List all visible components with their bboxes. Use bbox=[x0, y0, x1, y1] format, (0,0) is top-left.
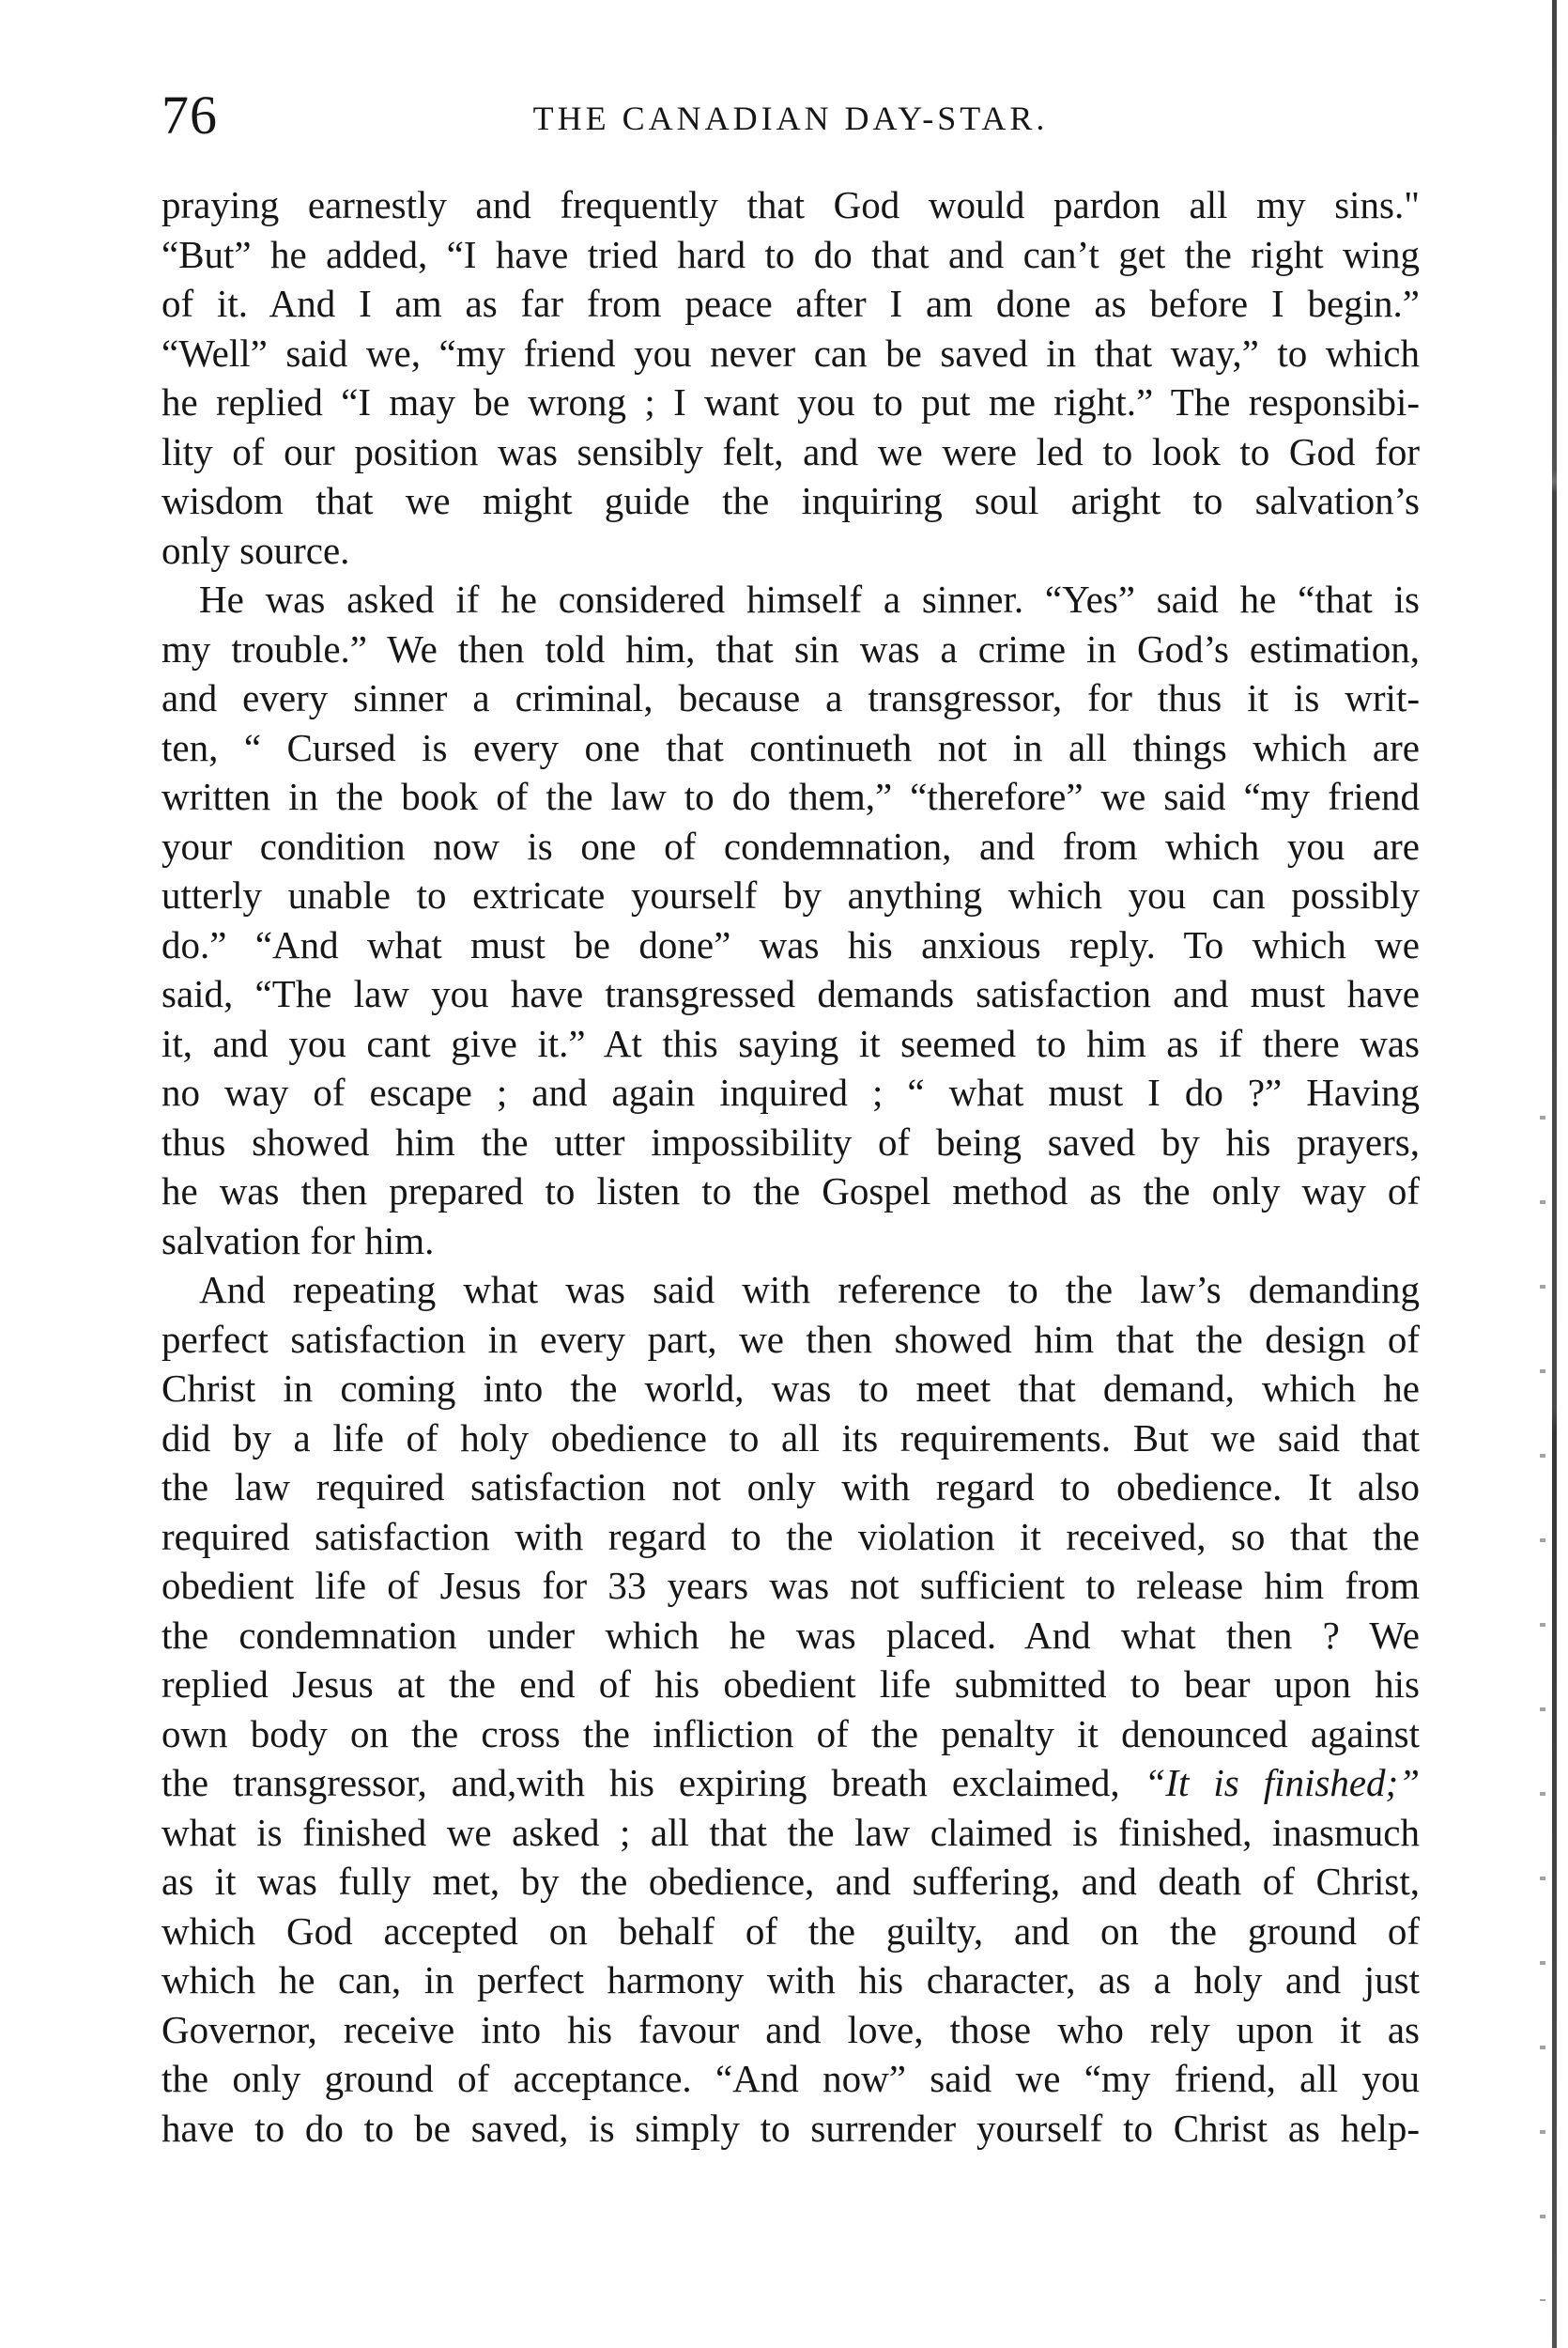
text-line: wisdom that we might guide the inquiring soul aright to salvation’s bbox=[161, 479, 1420, 522]
line-text: the transgressor, and,with his expiring breath exclaimed, bbox=[161, 1761, 1120, 1804]
paragraph-start-line: And repeating what was said with reference to the law’s demanding bbox=[199, 1268, 1420, 1311]
paragraph-start-line: He was asked if he considered himself a sinner. “Yes” said he “that is bbox=[199, 578, 1420, 621]
text-line: thus showed him the utter impossibility of being saved by his prayers, bbox=[161, 1120, 1420, 1164]
text-line: “Well” said we, “my friend you never can be saved in that way,” to which bbox=[161, 331, 1420, 375]
text-line: have to do to be saved, is simply to surrender yourself to Christ as help- bbox=[161, 2106, 1420, 2150]
page-number: 76 bbox=[161, 85, 218, 146]
text-line: the only ground of acceptance. “And now” said we “my friend, all you bbox=[161, 2057, 1420, 2100]
text-line: perfect satisfaction in every part, we then showed him that the design of bbox=[161, 1317, 1420, 1361]
text-line: which God accepted on behalf of the guilty, and on the ground of bbox=[161, 1908, 1420, 1953]
text-line: obedient life of Jesus for 33 years was not sufficient to release him from bbox=[161, 1564, 1420, 1607]
text-line: Governor, receive into his favour and love, those who rely upon it as bbox=[161, 2007, 1420, 2051]
text-line: utterly unable to extricate yourself by anything which you can possibly bbox=[161, 873, 1420, 917]
running-title: THE CANADIAN DAY-STAR. bbox=[532, 100, 1049, 137]
text-line: what is finished we asked ; all that the law claimed is finished, inasmuch bbox=[161, 1810, 1420, 1854]
page-edge-shadow bbox=[1552, 0, 1557, 2348]
text-line: it, and you cant give it.” At this saying it seemed to him as if there was bbox=[161, 1021, 1420, 1065]
text-line: do.” “And what must be done” was his anxious reply. To which we bbox=[161, 922, 1420, 966]
text-line: praying earnestly and frequently that God would pardon all my sins." bbox=[161, 183, 1420, 226]
text-line: lity of our position was sensibly felt, and we were led to look to God for bbox=[161, 429, 1420, 473]
text-line: the law required satisfaction not only with regard to obedience. It also bbox=[161, 1465, 1420, 1508]
text-line: only source. bbox=[161, 528, 350, 572]
text-line: which he can, in perfect harmony with his character, as a holy and just bbox=[161, 1958, 1420, 2001]
page-edge-specks bbox=[1540, 1080, 1545, 2301]
text-line: he replied “I may be wrong ; I want you to put me right.” The responsibi- bbox=[161, 380, 1420, 424]
text-line: “But” he added, “I have tried hard to do that and can’t get the right wing bbox=[161, 232, 1420, 276]
text-line: and every sinner a criminal, because a transgressor, for thus it is writ- bbox=[161, 676, 1420, 719]
text-line: as it was fully met, by the obedience, and suffering, and death of Christ, bbox=[161, 1860, 1420, 1903]
text-line: no way of escape ; and again inquired ; “ what must I do ?” Having bbox=[161, 1071, 1420, 1114]
text-line: of it. And I am as far from peace after I am done as before I begin.” bbox=[161, 282, 1420, 325]
text-line: ten, “ Cursed is every one that continueth not in all things which are bbox=[161, 725, 1420, 769]
text-line: own body on the cross the infliction of the penalty it denounced against bbox=[161, 1711, 1420, 1755]
text-line: my trouble.” We then told him, that sin was a crime in God’s estimation, bbox=[161, 626, 1420, 671]
text-line-with-italic bbox=[161, 1758, 1420, 1808]
text-line: written in the book of the law to do them,” “therefore” we said “my friend bbox=[161, 775, 1420, 818]
text-line: he was then prepared to listen to the Gospel method as the only way of bbox=[161, 1169, 1420, 1213]
italic-quote: “It is finished;” bbox=[1144, 1761, 1420, 1804]
text-line: the condemnation under which he was placed. And what then ? We bbox=[161, 1613, 1420, 1657]
text-line: required satisfaction with regard to the violation it received, so that the bbox=[161, 1514, 1420, 1558]
text-line: your condition now is one of condemnation, and from which you are bbox=[161, 824, 1420, 868]
body-text bbox=[161, 180, 1420, 2153]
text-line: did by a life of holy obedience to all its requirements. But we said that bbox=[161, 1415, 1420, 1460]
text-line: salvation for him. bbox=[161, 1218, 435, 1262]
text-line: said, “The law you have transgressed demands satisfaction and must have bbox=[161, 972, 1420, 1015]
page-header bbox=[161, 83, 1420, 148]
text-line: Christ in coming into the world, was to meet that demand, which he bbox=[161, 1367, 1420, 1410]
text-line: replied Jesus at the end of his obedient life submitted to bear upon his bbox=[161, 1662, 1420, 1706]
